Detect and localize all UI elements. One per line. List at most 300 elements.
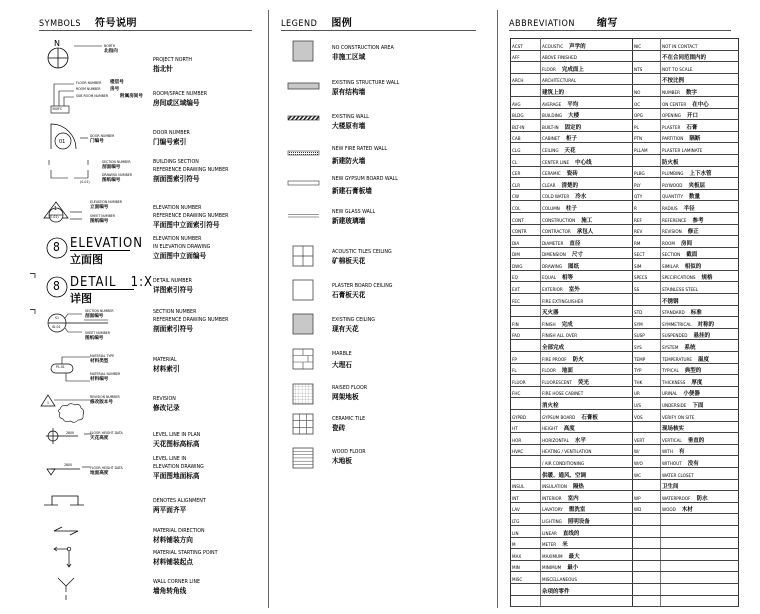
abbreviation-row — [511, 96, 739, 108]
abbr-term-left — [541, 166, 633, 178]
abbr-term-left — [541, 352, 633, 364]
legend-item-existing-structure-wall: EXISTING STRUCTURE WALL 原有结构墙 — [332, 80, 400, 96]
abbr-term-right — [661, 386, 739, 398]
abbr-term-right — [661, 189, 739, 201]
abbr-term-en: URINAL — [662, 392, 678, 398]
abbr-term-zh: 数字 — [686, 89, 698, 96]
abbr-code-right — [633, 166, 661, 178]
abbr-term-en: ARCHITECTURAL — [542, 79, 577, 85]
abbr-code: PL — [634, 125, 639, 131]
section-tag-top: S1 — [55, 316, 60, 320]
abbr-code: DIA — [512, 241, 520, 247]
abbr-term-en: BUILT-IN — [542, 125, 559, 131]
abbr-code-left — [511, 154, 541, 166]
abbr-term-left — [541, 85, 633, 97]
abbr-term-zh: 相似的 — [684, 263, 702, 270]
abbreviation-header — [509, 14, 731, 31]
abbr-term-zh: 大楼 — [568, 113, 580, 120]
abbr-term-left — [541, 491, 633, 503]
abbr-term-zh: 清楚的 — [561, 182, 579, 189]
abbr-code-left — [511, 212, 541, 224]
elevation-title-zh: 立面图 — [70, 253, 103, 266]
section-callout-1: SECTION NUMBER 剖面编号 — [102, 160, 131, 170]
wood-floor-swatch — [292, 447, 314, 469]
abbr-code-right — [633, 201, 661, 213]
abbreviation-row — [511, 224, 739, 236]
abbr-term-en: NUMBER — [662, 90, 681, 96]
abbr-term-right — [661, 560, 739, 572]
abbr-code-left — [511, 375, 541, 387]
abbr-code: AFF — [512, 56, 520, 62]
abbr-code-left — [511, 444, 541, 456]
abbr-term-zh: 防火板 — [662, 159, 679, 166]
abbr-code: TYP — [634, 369, 642, 375]
abbr-code: FAO — [512, 334, 520, 340]
abbr-code-left — [511, 525, 541, 537]
abbr-code: CER — [512, 172, 521, 178]
abbr-code-right — [633, 560, 661, 572]
abbr-code: TEMP — [634, 357, 646, 363]
abbr-term-right — [661, 131, 739, 143]
abbr-code: R — [634, 206, 637, 212]
legend-header-zh: 图例 — [331, 18, 353, 29]
abbr-term-left — [541, 363, 633, 375]
abbreviation-row — [511, 212, 739, 224]
abbr-term-zh: 地面 — [561, 368, 573, 375]
abbr-term-en: FLOOR — [542, 67, 556, 73]
symbols-header-en: SYMBOLS — [39, 19, 81, 29]
abbr-code-left — [511, 398, 541, 410]
abbr-code: WC — [634, 473, 641, 479]
new-gypsum-board-wall-swatch — [287, 180, 321, 186]
abbreviation-row — [511, 166, 739, 178]
elevation-title-number: 8 — [53, 240, 60, 254]
abbr-code-left — [511, 386, 541, 398]
abbr-term-left — [541, 108, 633, 120]
abbr-code-left — [511, 236, 541, 248]
abbr-term-en: VERTICAL — [662, 438, 682, 444]
abbr-code: DWG — [512, 264, 523, 270]
abbr-term-zh: 天花 — [564, 147, 576, 154]
abbreviation-row — [511, 525, 739, 537]
abbr-term-left — [541, 96, 633, 108]
abbr-term-left — [541, 282, 633, 294]
abbr-term-en: ABOVE FINISHED — [542, 56, 577, 62]
abbreviation-row — [511, 282, 739, 294]
abbr-term-zh: 完成 — [561, 321, 573, 328]
abbr-code-left — [511, 39, 541, 51]
abbr-term-en: VERIFY ON SITE — [662, 415, 695, 421]
revision-tag: 1 — [47, 401, 50, 405]
abbr-term-right — [661, 143, 739, 155]
abbr-code-left — [511, 502, 541, 514]
svg-text:01: 01 — [59, 139, 66, 145]
room-callout-room: ROOM NUMBER — [76, 87, 101, 91]
abbr-term-en: SIMILAR — [662, 264, 679, 270]
abbr-code-left — [511, 62, 541, 74]
abbr-code: UR — [634, 392, 640, 398]
abbr-term-en: LINEAR — [542, 531, 557, 537]
marble-swatch — [292, 348, 314, 370]
abbr-term-en: COLD WATER — [542, 195, 570, 201]
new-glass-wall-swatch — [287, 213, 321, 219]
abbr-code-right — [633, 96, 661, 108]
abbr-code: FEC — [512, 299, 520, 305]
abbr-term-zh: 有 — [678, 449, 685, 456]
abbr-term-zh: 照明设备 — [567, 518, 590, 525]
room-callout-floor: FLOOR NUMBER — [76, 81, 102, 85]
abbr-code: CW — [512, 195, 519, 201]
abbr-code-right — [633, 502, 661, 514]
abbr-term-left — [541, 143, 633, 155]
symbol-desc-room-number: ROOM/SPACE NUMBER 房间或区域编号 — [153, 91, 208, 107]
abbreviation-row — [511, 386, 739, 398]
abbr-code-right — [633, 259, 661, 271]
symbol-desc-detail-number: DETAIL NUMBER 详图索引符号 — [153, 278, 193, 294]
detail-title: DETAIL 1:X — [70, 275, 154, 290]
legend-item-new-fire-rated-wall: NEW FIRE RATED WALL 新建防火墙 — [332, 146, 387, 165]
abbr-code-left — [511, 467, 541, 479]
symbol-desc-elevation-in-drawing: ELEVATION NUMBER IN ELEVATION DRAWING 立面图中立面编号 — [153, 236, 211, 260]
abbr-term-right — [661, 456, 739, 468]
abbr-code-left — [511, 456, 541, 468]
material-callout-2: MATERIAL NUMBER 材料编号 — [90, 372, 121, 382]
abbr-code-left — [511, 247, 541, 259]
elevation-title: ELEVATION — [70, 236, 143, 251]
abbr-term-left — [541, 525, 633, 537]
abbreviation-row — [511, 560, 739, 572]
abbr-term-right — [661, 525, 739, 537]
abbr-term-en: LIGHTING — [542, 519, 562, 525]
material-tag-icon — [50, 355, 90, 385]
abbr-term-zh: 不按比例 — [662, 78, 685, 85]
abbr-term-en: WATER CLOSET — [662, 473, 694, 479]
ceramic-tile-swatch — [292, 413, 314, 435]
abbr-term-left — [541, 328, 633, 340]
abbr-term-left — [541, 583, 633, 595]
abbr-term-zh: 瓷砖 — [566, 171, 578, 178]
abbr-code: SS — [634, 288, 640, 294]
abbr-term-left — [541, 259, 633, 271]
abbr-term-zh: 典型的 — [684, 368, 702, 375]
abbr-code-left — [511, 189, 541, 201]
abbr-code: LAV — [512, 508, 520, 514]
abbreviation-row — [511, 108, 739, 120]
section-tag: (S-01) — [80, 180, 90, 184]
material-callout-1: MATERIAL TYPE 材料类型 — [90, 354, 115, 364]
abbreviation-row — [511, 247, 739, 259]
abbr-code: MAX — [512, 554, 522, 560]
abbr-term-en: ROOM — [662, 241, 675, 247]
elevation-callout-2: SHEET NUMBER 图纸编号 — [90, 214, 115, 224]
abbr-code-left — [511, 514, 541, 526]
abbr-term-right — [661, 549, 739, 561]
abbreviation-row — [511, 294, 739, 306]
abbr-code: STD — [634, 311, 643, 317]
abbr-code: W/O — [634, 461, 643, 467]
abbr-term-zh: 对称的 — [697, 321, 715, 328]
abbr-term-en: OPENING — [662, 114, 681, 120]
abbr-code-left — [511, 410, 541, 422]
abbr-code-right — [633, 39, 661, 51]
abbr-term-left — [541, 514, 633, 526]
symbol-desc-wall-corner: WALL CORNER LINE 墙角转角线 — [153, 579, 201, 595]
abbreviation-row — [511, 189, 739, 201]
abbr-term-zh: 供暖、通风、空调 — [542, 472, 587, 479]
abbreviation-row — [511, 259, 739, 271]
abbr-term-zh: 石膏 — [686, 124, 698, 131]
abbr-code-left — [511, 178, 541, 190]
symbol-desc-door-number: DOOR NUMBER 门编号索引 — [153, 130, 190, 146]
abbr-term-en: WITHOUT — [662, 461, 682, 467]
abbr-term-en: MAXIMUM — [542, 554, 563, 560]
abbr-code: BLDG — [512, 114, 524, 120]
abbr-term-right — [661, 282, 739, 294]
abbr-term-left — [541, 39, 633, 51]
no-construction-area-swatch — [292, 40, 314, 62]
detail-title-zh: 详图 — [70, 292, 92, 305]
abbr-code-left — [511, 340, 541, 352]
abbr-code: PLLAM — [634, 148, 648, 154]
detail-title-number: 8 — [53, 279, 60, 293]
abbr-term-en: CEILING — [542, 148, 559, 154]
abbr-code: THK — [634, 380, 643, 386]
abbr-code-right — [633, 363, 661, 375]
room-tag: 300FC — [52, 107, 63, 111]
abbr-term-zh: 防水 — [696, 495, 708, 502]
abbr-term-right — [661, 398, 739, 410]
abbr-term-en: MISCELLANEOUS — [542, 577, 578, 583]
abbr-code: CONT — [512, 218, 524, 224]
abbr-code-right — [633, 410, 661, 422]
abbr-term-en: HEATING / VENTILATION — [542, 450, 592, 456]
abbr-term-zh: 夹板层 — [688, 182, 705, 189]
symbol-desc-revision: REVISION 修改记录 — [153, 396, 180, 412]
abbreviation-row — [511, 421, 739, 433]
abbr-code-right — [633, 398, 661, 410]
abbr-term-left — [541, 549, 633, 561]
abbr-code: PLBG — [634, 172, 645, 178]
abbr-code: M — [512, 543, 516, 549]
room-callout-sub: SUB ROOM NUMBER — [76, 94, 109, 98]
abbr-code-left — [511, 120, 541, 132]
abbr-code: FP — [512, 357, 517, 363]
abbr-term-en: AVERAGE — [542, 102, 562, 108]
legend-item-marble: MARBLE 大理石 — [332, 351, 352, 369]
abbr-term-en: BUILDING — [542, 114, 563, 120]
abbr-term-right — [661, 39, 739, 51]
abbr-term-en: ON CENTER — [662, 102, 687, 108]
abbr-term-zh: 温度 — [698, 356, 710, 363]
abbr-code: CL — [512, 160, 518, 166]
abbr-term-zh: 中心线 — [575, 159, 592, 166]
legend-item-no-construction-area: NO CONSTRUCTION AREA 非施工区域 — [332, 45, 394, 61]
abbr-term-zh: 盥洗室 — [568, 507, 586, 514]
abbr-term-right — [661, 201, 739, 213]
abbr-code-right — [633, 294, 661, 306]
abbr-term-zh: 厚度 — [691, 379, 703, 386]
abbr-term-zh: 图纸 — [568, 263, 580, 270]
abbr-term-zh: 半径 — [683, 205, 695, 212]
abbr-term-zh: 水平 — [574, 437, 586, 444]
abbr-code: SYM — [634, 322, 643, 328]
abbr-term-zh: 荧光 — [577, 379, 589, 386]
abbreviation-row — [511, 444, 739, 456]
abbr-term-left — [541, 398, 633, 410]
abbr-code: W/ — [634, 450, 640, 456]
level-elevation-value: 2800 — [64, 463, 73, 467]
abbr-code-right — [633, 108, 661, 120]
abbr-code: EXT — [512, 288, 520, 294]
abbr-code: HVAC — [512, 450, 524, 456]
abbr-term-right — [661, 352, 739, 364]
abbr-code-left — [511, 491, 541, 503]
abbr-term-zh: 柱子 — [565, 205, 577, 212]
abbr-term-zh: 承包人 — [576, 229, 594, 236]
abbr-term-left — [541, 479, 633, 491]
abbr-code-right — [633, 305, 661, 317]
abbr-code-left — [511, 108, 541, 120]
abbr-term-en: CONSTRUCTION — [542, 218, 576, 224]
abbr-term-zh: 悬挂的 — [693, 333, 710, 340]
abbr-code-left — [511, 328, 541, 340]
abbr-term-right — [661, 467, 739, 479]
abbr-term-en: COLUMN — [542, 206, 560, 212]
abbr-term-zh: 修正 — [687, 229, 699, 236]
acoustic-tiles-ceiling-swatch — [292, 245, 314, 267]
abbr-code-left — [511, 73, 541, 85]
abbreviation-row — [511, 549, 739, 561]
abbr-term-zh: 垂直的 — [687, 437, 705, 444]
abbr-code-left — [511, 201, 541, 213]
legend-header — [281, 14, 476, 31]
material-start-point-icon — [52, 545, 74, 569]
abbr-term-en: SYSTEM — [662, 346, 679, 352]
abbr-term-en: WATERPROOF — [662, 496, 691, 502]
elevation-tag-bottom: (E-01) — [49, 215, 59, 219]
abbr-code-right — [633, 178, 661, 190]
abbr-term-left — [541, 73, 633, 85]
abbr-term-en: ACOUSTIC — [542, 44, 564, 50]
abbr-term-en: FIRE EXTINGUISHER — [542, 299, 584, 305]
abbr-term-left — [541, 421, 633, 433]
abbr-term-right — [661, 317, 739, 329]
abbr-code-left — [511, 595, 541, 607]
abbr-term-right — [661, 73, 739, 85]
abbreviation-row — [511, 62, 739, 74]
level-elevation-callout: FLOOR HEIGHT DATA 地面高度 — [90, 466, 123, 476]
abbr-term-zh: 完成面上 — [561, 66, 584, 73]
abbreviation-row — [511, 328, 739, 340]
abbr-term-right — [661, 421, 739, 433]
section-callout-2: DRAWING NUMBER 图纸编号 — [102, 173, 132, 183]
symbols-header — [39, 14, 252, 31]
section-number-callout-2: SHEET NUMBER 图纸编号 — [85, 331, 110, 341]
abbr-term-zh: 不在合同范围内的 — [662, 55, 707, 62]
legend-item-new-glass-wall: NEW GLASS WALL 新建玻璃墙 — [332, 209, 376, 225]
abbr-term-zh: 平均 — [567, 101, 579, 108]
abbr-code-left — [511, 85, 541, 97]
abbr-term-right — [661, 236, 739, 248]
abbr-term-left — [541, 595, 633, 607]
abbr-code-right — [633, 85, 661, 97]
abbr-term-right — [661, 166, 739, 178]
abbr-term-zh: 现场核实 — [662, 426, 685, 433]
abbr-term-zh: 防火 — [572, 356, 584, 363]
abbr-code-right — [633, 340, 661, 352]
abbr-term-right — [661, 340, 739, 352]
abbr-code-right — [633, 421, 661, 433]
abbr-term-left — [541, 236, 633, 248]
abbr-term-en: INSULATION — [542, 485, 567, 491]
abbr-code-left — [511, 583, 541, 595]
abbr-code-right — [633, 352, 661, 364]
abbr-code-right — [633, 317, 661, 329]
legend-item-wood-floor: WOOD FLOOR 木地板 — [332, 449, 366, 465]
abbr-term-left — [541, 340, 633, 352]
abbr-code-right — [633, 549, 661, 561]
abbr-code-right — [633, 375, 661, 387]
abbr-term-en: SPECIFICATIONS — [662, 276, 696, 282]
abbr-term-en: THICKNESS — [662, 380, 686, 386]
abbr-code-left — [511, 433, 541, 445]
abbr-term-right — [661, 444, 739, 456]
abbr-term-left — [541, 410, 633, 422]
abbr-term-right — [661, 178, 739, 190]
legend-item-acoustic-tiles-ceiling: ACOUSTIC TILES CEILING 矿棉板天花 — [332, 249, 392, 265]
abbr-term-zh: 数量 — [688, 194, 700, 201]
abbr-code: ACST — [512, 44, 523, 50]
abbr-term-right — [661, 294, 739, 306]
abbr-term-en: QUANTITY — [662, 195, 683, 201]
abbr-term-en: NOT TO SCALE — [662, 67, 693, 73]
abbreviation-row — [511, 467, 739, 479]
new-fire-rated-wall-swatch — [287, 150, 321, 156]
abbr-term-en: WOOD — [662, 508, 676, 514]
abbreviation-row — [511, 491, 739, 503]
symbol-desc-alignment: DENOTES ALIGNMENT 两平面齐平 — [153, 498, 206, 514]
abbr-code: DIM — [512, 253, 520, 259]
door-callout: DOOR NUMBER 门编号 — [90, 134, 115, 144]
abbr-term-en: FLOOR — [542, 369, 556, 375]
abbr-term-right — [661, 537, 739, 549]
abbreviation-row — [511, 537, 739, 549]
abbr-term-zh: 隔断 — [689, 136, 701, 143]
abbr-code: SPECS — [634, 276, 648, 282]
abbreviation-row — [511, 270, 739, 282]
abbr-code-left — [511, 96, 541, 108]
abbr-term-en: STANDARD — [662, 311, 685, 317]
abbr-code-left — [511, 363, 541, 375]
abbr-term-zh: 冷水 — [575, 194, 587, 201]
abbr-term-en: FIRE PROOF — [542, 357, 567, 363]
abbreviation-table — [510, 38, 739, 607]
abbr-code-left — [511, 259, 541, 271]
abbr-term-left — [541, 62, 633, 74]
abbr-code-left — [511, 224, 541, 236]
abbr-code-right — [633, 224, 661, 236]
legend-item-raised-floor: RAISED FLOOR 网架地板 — [332, 385, 368, 401]
abbr-code: COL — [512, 206, 521, 212]
abbr-term-zh: 最大 — [568, 553, 580, 560]
abbr-code-left — [511, 294, 541, 306]
abbr-term-zh: 截面 — [686, 252, 698, 259]
abbr-term-left — [541, 270, 633, 282]
abbr-term-zh: 木材 — [681, 507, 693, 514]
abbr-term-left — [541, 433, 633, 445]
symbol-desc-material: MATERIAL 材料索引 — [153, 357, 180, 373]
abbr-term-left — [541, 212, 633, 224]
